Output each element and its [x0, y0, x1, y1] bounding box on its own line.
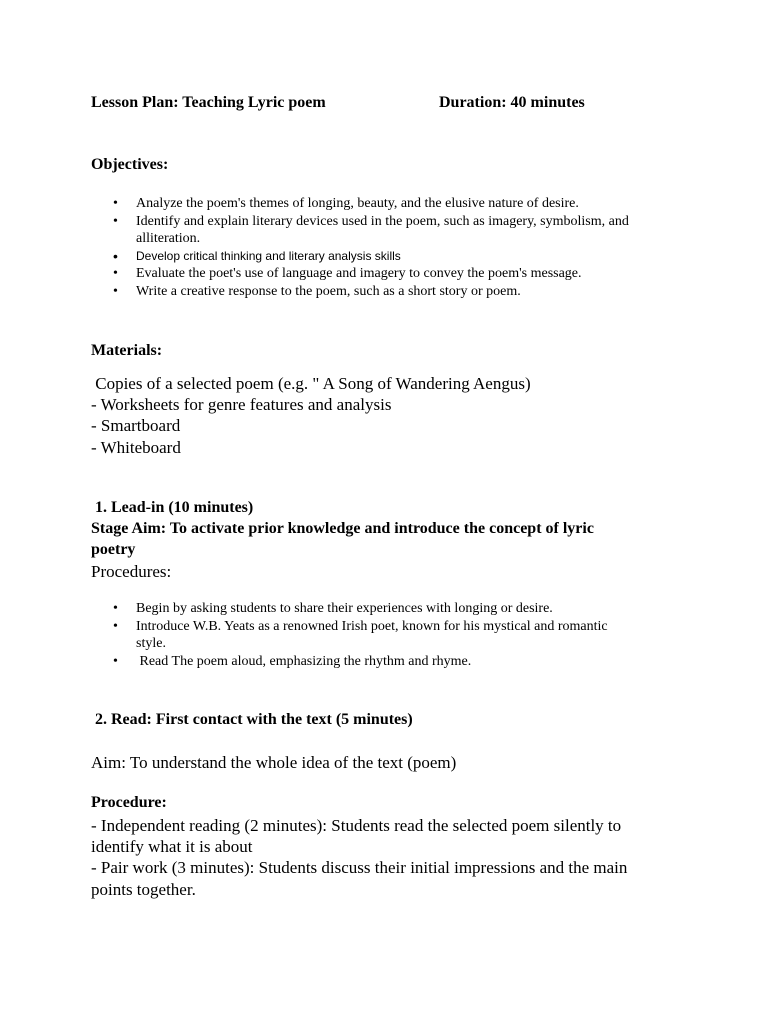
list-item: • Write a creative response to the poem, such as a short story or poem. [91, 283, 691, 301]
read-aim: Aim: To understand the whole idea of the text (poem) [91, 753, 457, 772]
list-item [91, 213, 691, 248]
read-heading: 2. Read: First contact with the text (5 minutes) [91, 711, 413, 728]
list-item: Copies of a selected poem (e.g. " A Song of Wandering Aengus) [91, 374, 531, 393]
list-item: • Begin by asking students to share their experiences with longing or desire. [91, 600, 691, 618]
lead-in-heading: 1. Lead-in (10 minutes) [91, 499, 254, 516]
list-item-text: Introduce W.B. Yeats as a renowned Irish poet, known for his mystical and romantic [136, 618, 608, 634]
list-item: • Analyze the poem's themes of longing, beauty, and the elusive nature of desire. [91, 195, 691, 213]
lead-in-list [91, 600, 691, 670]
paragraph-line: identify what it is about [91, 837, 253, 857]
list-item: • Develop critical thinking and literary analysis skills [91, 248, 691, 266]
paragraph-line: - Independent reading (2 minutes): Students read the selected poem silently to [91, 816, 622, 835]
objectives-list [91, 195, 691, 300]
list-item-text: alliteration. [136, 231, 201, 246]
lead-in-aim-line: Stage Aim: To activate prior knowledge and introduce the concept of lyric [91, 520, 594, 537]
procedures-label: Procedures: [91, 562, 172, 581]
list-item: - Whiteboard [91, 437, 181, 457]
list-item-text: style. [136, 636, 166, 651]
read-procedure-lines [91, 815, 627, 900]
list-item: - Smartboard [91, 416, 181, 436]
list-item [91, 618, 691, 653]
paragraph-line: points together. [91, 879, 196, 899]
materials-list [91, 373, 531, 458]
objectives-heading: Objectives: [91, 156, 169, 173]
lesson-title: Lesson Plan: Teaching Lyric poem [91, 94, 326, 111]
paragraph-line: - Pair work (3 minutes): Students discuss their initial impressions and the main [91, 858, 628, 878]
procedure-label: Procedure: [91, 794, 167, 811]
list-item: - Worksheets for genre features and analysis [91, 395, 392, 415]
lead-in-aim-line: poetry [91, 541, 136, 558]
duration-label: Duration: 40 minutes [439, 94, 585, 111]
materials-heading: Materials: [91, 342, 163, 359]
list-item: • Evaluate the poet's use of language and imagery to convey the poem's message. [91, 265, 691, 283]
list-item: • Read The poem aloud, emphasizing the rhythm and rhyme. [91, 653, 691, 671]
list-item-text: Identify and explain literary devices used in the poem, such as imagery, symbolism, and [136, 213, 629, 229]
